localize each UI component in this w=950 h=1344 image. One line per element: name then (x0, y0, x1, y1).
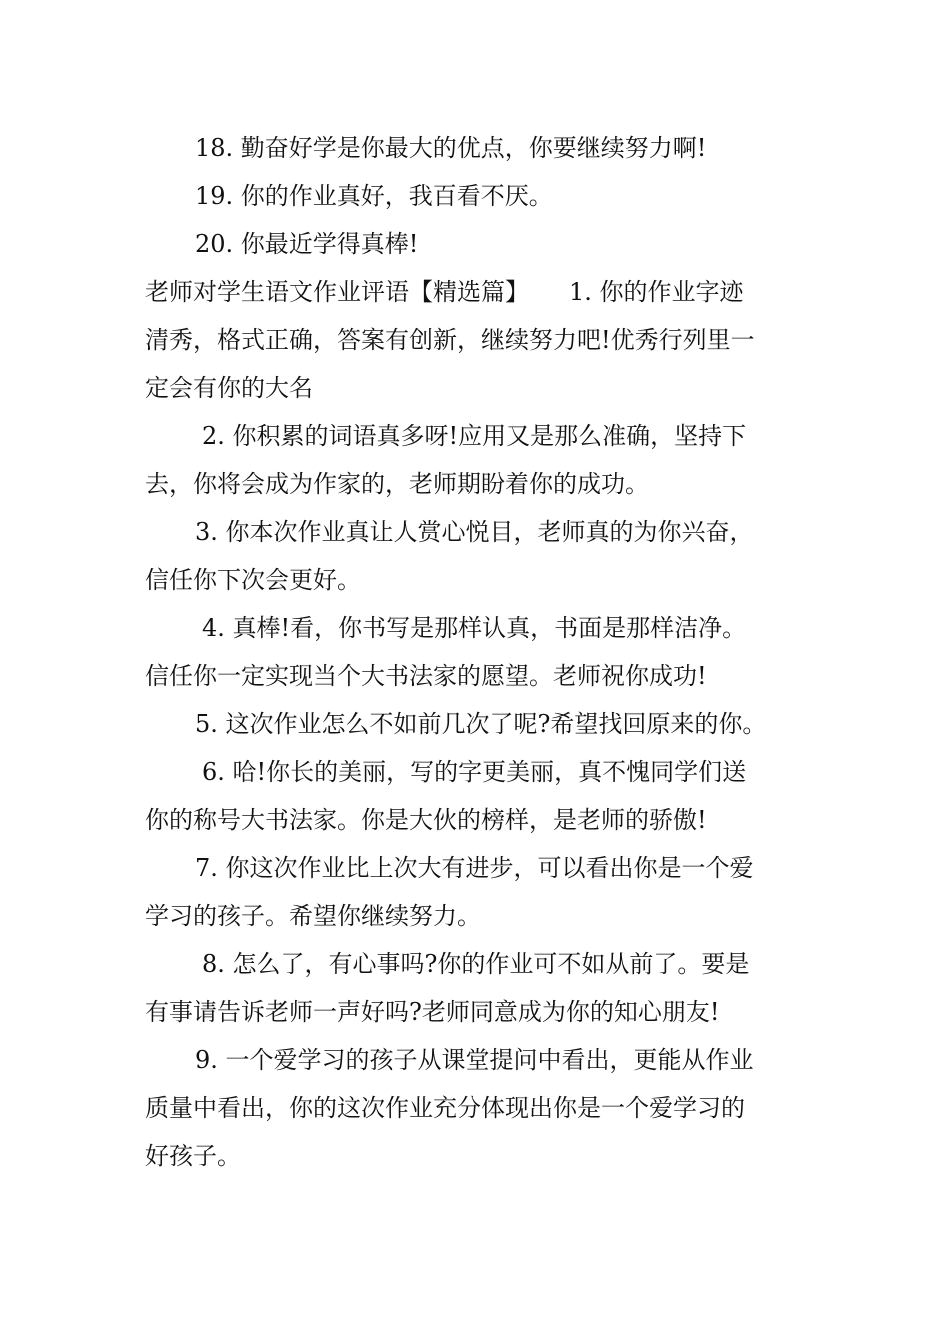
comment-item-1-line: 清秀，格式正确，答案有创新，继续努力吧!优秀行列里一 (145, 326, 755, 354)
comment-item-6-line: 你的称号大书法家。你是大伙的榜样，是老师的骄傲! (145, 806, 707, 834)
comment-item-3: 3. 你本次作业真让人赏心悦目，老师真的为你兴奋， (195, 518, 754, 546)
comment-item-9: 9. 一个爱学习的孩子从课堂提问中看出，更能从作业 (195, 1046, 754, 1074)
section-heading-line (145, 268, 807, 316)
comment-item-8: 8. 怎么了，有心事吗?你的作业可不如从前了。要是 (202, 950, 750, 978)
comment-item-9-line: 好孩子。 (145, 1142, 241, 1170)
document-body (145, 124, 807, 1180)
comment-item-3-line: 信任你下次会更好。 (145, 566, 361, 594)
comment-item-1-start: 1. 你的作业字迹 (569, 278, 744, 306)
comment-item-4-line: 信任你一定实现当个大书法家的愿望。老师祝你成功! (145, 662, 707, 690)
comment-item-7: 7. 你这次作业比上次大有进步，可以看出你是一个爱 (195, 854, 754, 882)
comment-item-2: 2. 你积累的词语真多呀!应用又是那么准确，坚持下 (202, 422, 747, 450)
comment-item-20: 20. 你最近学得真棒! (195, 230, 419, 258)
comment-item-6: 6. 哈!你长的美丽，写的字更美丽，真不愧同学们送 (202, 758, 747, 786)
comment-item-7-line: 学习的孩子。希望你继续努力。 (145, 902, 481, 930)
section-title: 老师对学生语文作业评语【精选篇】 (145, 278, 529, 306)
comment-item-5: 5. 这次作业怎么不如前几次了呢?希望找回原来的你。 (195, 710, 767, 738)
comment-item-2-line: 去，你将会成为作家的，老师期盼着你的成功。 (145, 470, 649, 498)
comment-item-1-line: 定会有你的大名 (145, 374, 313, 402)
comment-item-4: 4. 真棒!看，你书写是那样认真，书面是那样洁净。 (202, 614, 747, 642)
comment-item-18: 18. 勤奋好学是你最大的优点，你要继续努力啊! (195, 134, 707, 162)
comment-item-8-line: 有事请告诉老师一声好吗?老师同意成为你的知心朋友! (145, 998, 720, 1026)
comment-item-9-line: 质量中看出，你的这次作业充分体现出你是一个爱学习的 (145, 1094, 745, 1122)
comment-item-19: 19. 你的作业真好，我百看不厌。 (195, 182, 553, 210)
